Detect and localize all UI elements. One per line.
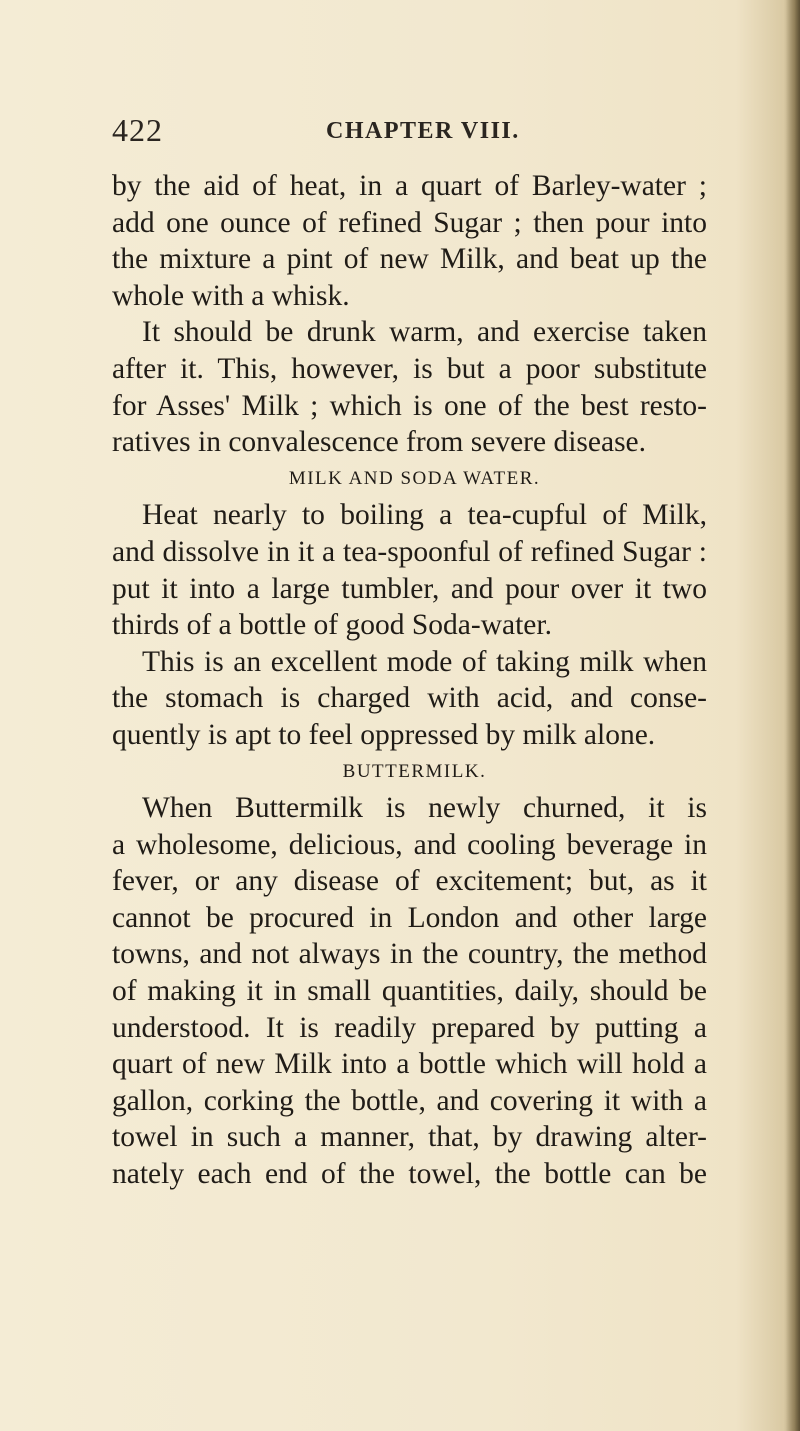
text-line: This is an excellent mode of taking milk when xyxy=(142,645,707,678)
section-heading: BUTTERMILK. xyxy=(342,760,487,782)
text-line: It should be drunk warm, and exercise taken xyxy=(142,316,707,349)
text-line: towns, and not always in the country, the method xyxy=(112,938,707,971)
text-line: after it. This, however, is but a poor substitute xyxy=(112,352,707,385)
text-line: When Buttermilk is newly churned, it is xyxy=(142,792,707,825)
text-line: put it into a large tumbler, and pour over it two xyxy=(112,572,707,605)
text-line: by the aid of heat, in a quart of Barley-water ; xyxy=(112,170,707,202)
text-line: nately each end of the towel, the bottle can be xyxy=(112,1158,707,1191)
running-head: CHAPTER VIII. xyxy=(326,118,520,144)
text-line: the mixture a pint of new Milk, and beat up the xyxy=(112,243,707,276)
text-line: understood. It is readily prepared by putting a xyxy=(112,1011,707,1044)
text-line: cannot be procured in London and other large xyxy=(112,901,707,934)
text-line: and dissolve in it a tea-spoonful of refined Sugar : xyxy=(112,535,707,568)
text-line: thirds of a bottle of good Soda-water. xyxy=(112,609,552,642)
text-line: a wholesome, delicious, and cooling beverage in xyxy=(112,828,707,861)
text-line: ratives in convalescence from severe disease. xyxy=(112,426,647,459)
body-text xyxy=(112,168,707,1193)
text-line: quently is apt to feel oppressed by milk alone. xyxy=(112,718,656,751)
section-heading: MILK AND SODA WATER. xyxy=(288,467,541,489)
text-line: for Asses' Milk ; which is one of the best resto- xyxy=(112,389,707,422)
text-line: towel in such a manner, that, by drawing alter- xyxy=(112,1121,707,1154)
page-edge-shadow xyxy=(786,0,800,1431)
text-line: gallon, corking the bottle, and covering it with a xyxy=(112,1084,707,1117)
text-line: the stomach is charged with acid, and conse- xyxy=(112,682,707,715)
text-line: quart of new Milk into a bottle which will hold a xyxy=(112,1048,707,1081)
text-line: Heat nearly to boiling a tea-cupful of Milk, xyxy=(142,499,707,532)
text-line: of making it in small quantities, daily, should be xyxy=(112,975,707,1008)
page-header xyxy=(112,112,702,152)
page-number: 422 xyxy=(112,112,163,148)
text-line: whole with a whisk. xyxy=(112,279,350,312)
text-line: add one ounce of refined Sugar ; then pour into xyxy=(112,206,707,239)
text-line: fever, or any disease of excitement; but, as it xyxy=(112,865,707,898)
